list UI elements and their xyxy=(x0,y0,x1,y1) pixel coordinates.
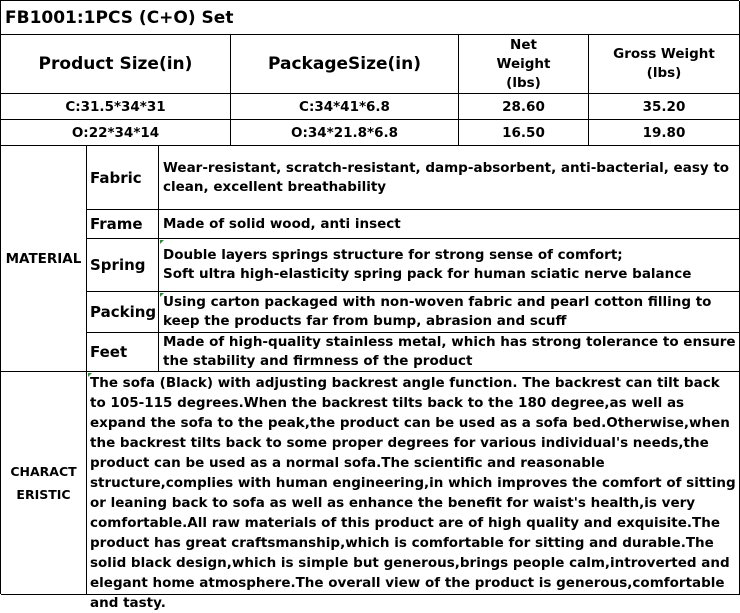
row1-product-size: C:31.5*34*31 xyxy=(1,94,231,120)
header-net-weight: Net Weight (lbs) xyxy=(459,35,589,94)
material-frame-text: Made of solid wood, anti insect xyxy=(159,210,740,239)
material-packing-label: Packing xyxy=(87,292,159,333)
characteristic-label-text: CHARACTERISTIC xyxy=(10,464,77,502)
material-section-label: MATERIAL xyxy=(1,146,87,372)
sheet-title: FB1001:1PCS (C+O) Set xyxy=(1,1,740,35)
characteristic-text: The sofa (Black) with adjusting backrest angle function. The backrest can tilt back to 105-115 degrees.When the backrest tilts back to the 180 degree,as well as expand the sofa to the peak,the product can be used as a sofa bed.Otherwise,when the backrest tilts back to some proper degrees for various individual's needs,the product can be used as a normal sofa.The scientific and reasonable structure,complies with human engineering,in which improves the comfort of sitting or leaning back to sofa as well as enhance the benefit for waist's health,is very comfortable.All raw materials of this product are of high quality and exquisite.The product has great craftsmanship,which is comfortable for sitting and durable.The solid black design,which is simple but generous,brings people calm,introverted and elegant home atmosphere.The overall view of the product is generous,comfortable and tasty. xyxy=(87,372,740,595)
header-package-size: PackageSize(in) xyxy=(231,35,459,94)
row2-net-weight: 16.50 xyxy=(459,120,589,146)
material-feet-label: Feet xyxy=(87,333,159,372)
cell-corner-mark xyxy=(160,293,164,297)
characteristic-section-label xyxy=(1,372,87,595)
material-frame-label: Frame xyxy=(87,210,159,239)
material-fabric-label: Fabric xyxy=(87,146,159,210)
material-spring-label: Spring xyxy=(87,239,159,292)
row1-net-weight: 28.60 xyxy=(459,94,589,120)
header-product-size: Product Size(in) xyxy=(1,35,231,94)
material-spring-text: Double layers springs structure for strong sense of comfort; Soft ultra high-elasticity spring pack for human sciatic nerve balance xyxy=(159,239,740,292)
material-feet-text: Made of high-quality stainless metal, which has strong tolerance to ensure the stability and firmness of the product xyxy=(159,333,740,372)
row2-package-size: O:34*21.8*6.8 xyxy=(231,120,459,146)
row2-product-size: O:22*34*14 xyxy=(1,120,231,146)
cell-corner-mark xyxy=(88,373,92,377)
row2-gross-weight: 19.80 xyxy=(589,120,740,146)
row1-gross-weight: 35.20 xyxy=(589,94,740,120)
material-packing-text: Using carton packaged with non-woven fabric and pearl cotton filling to keep the products far from bump, abrasion and scuff xyxy=(159,292,740,333)
material-fabric-text: Wear-resistant, scratch-resistant, damp-absorbent, anti-bacterial, easy to clean, excellent breathability xyxy=(159,146,740,210)
row1-package-size: C:34*41*6.8 xyxy=(231,94,459,120)
header-gross-weight: Gross Weight (lbs) xyxy=(589,35,740,94)
cell-corner-mark xyxy=(160,240,164,244)
